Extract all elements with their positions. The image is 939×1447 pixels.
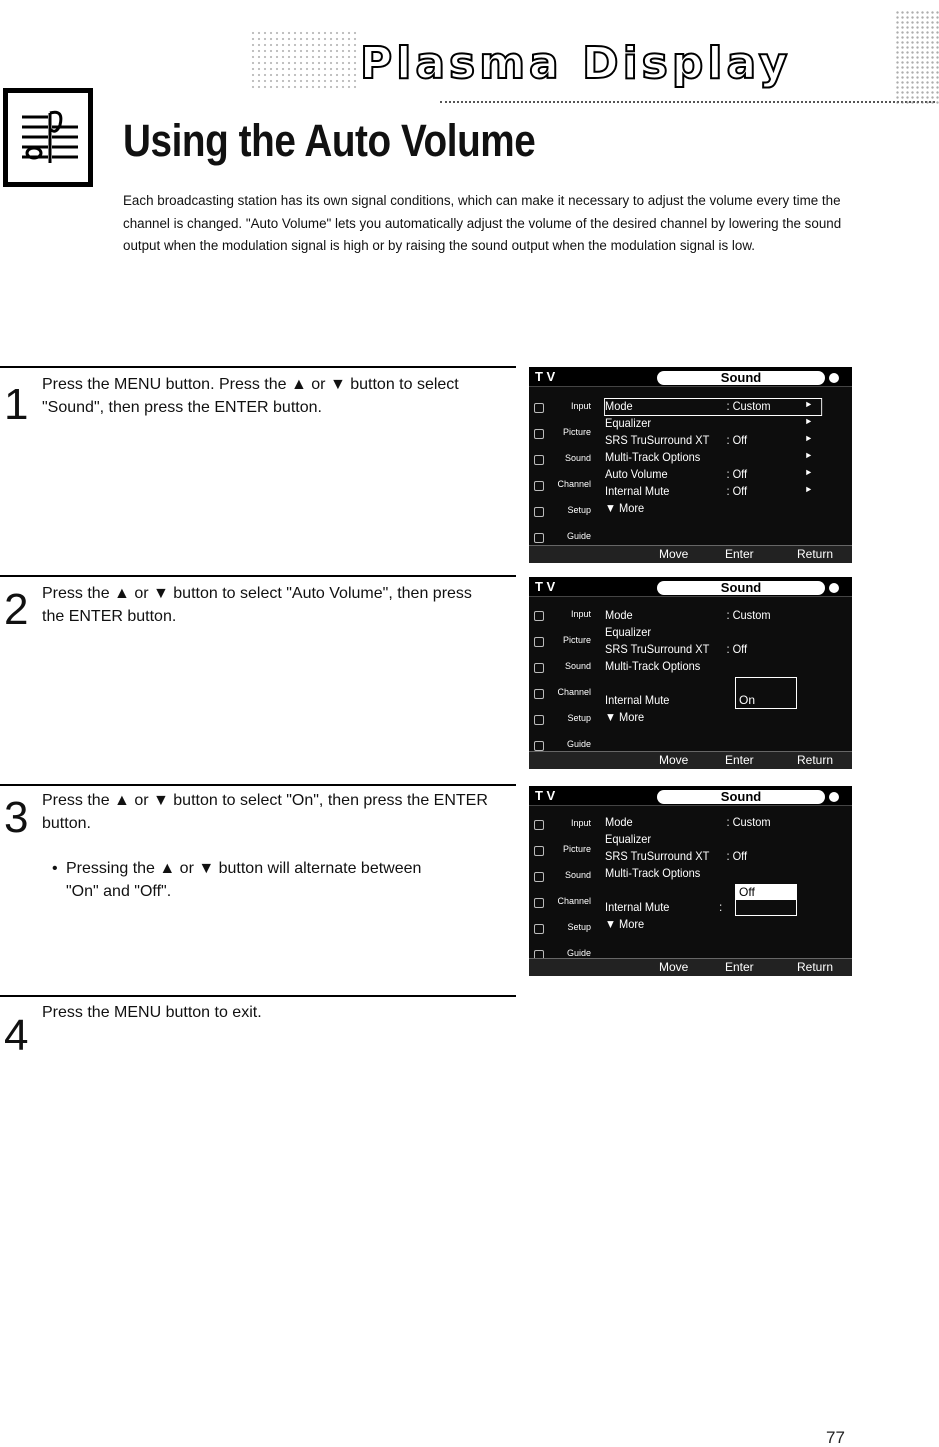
- osd-row-more: ▼ More: [605, 501, 645, 515]
- osd-side-sound: Sound: [529, 661, 595, 677]
- osd-side-input: Input: [529, 401, 595, 417]
- arrow-right-icon: ►: [804, 433, 813, 443]
- step-divider: [0, 995, 516, 997]
- osd-row-more: ▼ More: [605, 917, 645, 931]
- osd-side-sound: Sound: [529, 453, 595, 469]
- osd-row-equalizer: Equalizer ►: [605, 416, 813, 430]
- input-icon: [534, 820, 544, 830]
- osd-row-more: ▼ More: [605, 710, 645, 724]
- tv-osd-screen-1: [529, 367, 852, 563]
- osd-indicator-icon: [829, 583, 839, 593]
- step-instruction: Press the MENU button. Press the ▲ or ▼ button to select "Sound", then press the ENTER button.: [42, 376, 459, 416]
- osd-tv-label: T V: [535, 788, 556, 803]
- osd-side-picture: Picture: [529, 427, 595, 443]
- step-number: 4: [4, 1011, 29, 1060]
- arrow-right-icon: ►: [804, 450, 813, 460]
- osd-row-auto-volume: Auto Volume : Off ►: [605, 467, 813, 481]
- osd-menu-title: Sound: [657, 790, 825, 804]
- osd-row-srs: SRS TruSurround XT : Off ►: [605, 433, 813, 447]
- osd-indicator-icon: [829, 792, 839, 802]
- osd-side-input: Input: [529, 609, 595, 625]
- brand-logo: Plasma Display: [360, 38, 792, 89]
- osd-row-internal-mute: Internal Mute :: [605, 900, 723, 914]
- osd-option-on: On: [739, 693, 756, 707]
- osd-side-picture: Picture: [529, 844, 595, 860]
- osd-row-multitrack: Multi-Track Options ►: [605, 450, 813, 464]
- arrow-right-icon: ►: [804, 399, 813, 409]
- guide-icon: [534, 741, 544, 751]
- decorative-dots: [250, 30, 360, 90]
- picture-icon: [534, 429, 544, 439]
- sound-icon: [534, 872, 544, 882]
- guide-icon: [534, 533, 544, 543]
- channel-icon: [534, 689, 544, 699]
- osd-footer: Move Enter Return: [529, 545, 852, 563]
- osd-header: [529, 577, 852, 597]
- sound-icon: [534, 663, 544, 673]
- step-divider: [0, 575, 516, 577]
- step-number: 3: [4, 793, 29, 842]
- osd-row-equalizer: Equalizer: [605, 625, 652, 639]
- osd-tv-label: T V: [535, 579, 556, 594]
- osd-row-mode: Mode : Custom: [605, 815, 771, 829]
- osd-side-guide: Guide: [529, 531, 595, 547]
- osd-row-mode: Mode : Custom ►: [605, 399, 821, 415]
- osd-row-srs: SRS TruSurround XT : Off: [605, 642, 748, 656]
- osd-row-multitrack: Multi-Track Options: [605, 866, 701, 880]
- osd-side-picture: Picture: [529, 635, 595, 651]
- osd-side-channel: Channel: [529, 896, 595, 912]
- tv-osd-screen-2: [529, 577, 852, 769]
- bullet-icon: •: [52, 860, 58, 877]
- step-divider: [0, 366, 516, 368]
- osd-indicator-icon: [829, 373, 839, 383]
- osd-side-sound: Sound: [529, 870, 595, 886]
- osd-menu-title: Sound: [657, 371, 825, 385]
- arrow-right-icon: ►: [804, 416, 813, 426]
- osd-row-mode: Mode : Custom: [605, 608, 771, 622]
- step-divider: [0, 784, 516, 786]
- page-title: Using the Auto Volume: [123, 115, 536, 166]
- picture-icon: [534, 637, 544, 647]
- osd-side-channel: Channel: [529, 687, 595, 703]
- header-rule: [440, 101, 935, 103]
- osd-menu-title: Sound: [657, 581, 825, 595]
- osd-header: [529, 367, 852, 387]
- osd-side-setup: Setup: [529, 922, 595, 938]
- osd-side-guide: Guide: [529, 948, 595, 964]
- osd-row-internal-mute: Internal Mute : Off ►: [605, 484, 813, 498]
- setup-icon: [534, 507, 544, 517]
- osd-row-srs: SRS TruSurround XT : Off: [605, 849, 748, 863]
- setup-icon: [534, 715, 544, 725]
- music-notes-icon: [20, 107, 80, 167]
- channel-icon: [534, 898, 544, 908]
- osd-side-setup: Setup: [529, 713, 595, 729]
- step-instruction: Press the ▲ or ▼ button to select "On", then press the ENTER button.: [42, 792, 488, 832]
- input-icon: [534, 403, 544, 413]
- step-instruction: Press the MENU button to exit.: [42, 1004, 262, 1021]
- osd-footer: Move Enter Return: [529, 751, 852, 769]
- step-note: • Pressing the ▲ or ▼ button will alternate between "On" and "Off".: [52, 860, 422, 900]
- osd-side-input: Input: [529, 818, 595, 834]
- sound-icon: [534, 455, 544, 465]
- osd-row-multitrack: Multi-Track Options: [605, 659, 701, 673]
- corner-decoration: [895, 10, 939, 105]
- osd-row-internal-mute: Internal Mute: [605, 693, 670, 707]
- setup-icon: [534, 924, 544, 934]
- osd-side-guide: Guide: [529, 739, 595, 755]
- section-icon: [3, 88, 93, 187]
- picture-icon: [534, 846, 544, 856]
- step-number: 2: [4, 585, 29, 634]
- osd-tv-label: T V: [535, 369, 556, 384]
- osd-option-off: Off: [736, 885, 796, 900]
- step-instruction: Press the ▲ or ▼ button to select "Auto Volume", then press the ENTER button.: [42, 585, 472, 625]
- osd-side-setup: Setup: [529, 505, 595, 521]
- step-number: 1: [4, 380, 29, 429]
- page-number: 77: [826, 1428, 845, 1447]
- input-icon: [534, 611, 544, 621]
- osd-footer: Move Enter Return: [529, 958, 852, 976]
- arrow-right-icon: ►: [804, 484, 813, 494]
- arrow-right-icon: ►: [804, 467, 813, 477]
- intro-paragraph: Each broadcasting station has its own signal conditions, which can make it necessary to adjust the volume every time the channel is changed. "Auto Volume" lets you automatically adjust the volume of the desired channel by lowering the sound output when the modulation signal is high or by raising the sound output when the modulation signal is low.: [123, 193, 842, 253]
- osd-option-dropdown: [735, 677, 797, 709]
- osd-row-equalizer: Equalizer: [605, 832, 652, 846]
- osd-option-dropdown: [735, 884, 797, 916]
- tv-osd-screen-3: [529, 786, 852, 976]
- channel-icon: [534, 481, 544, 491]
- osd-side-channel: Channel: [529, 479, 595, 495]
- osd-header: [529, 786, 852, 806]
